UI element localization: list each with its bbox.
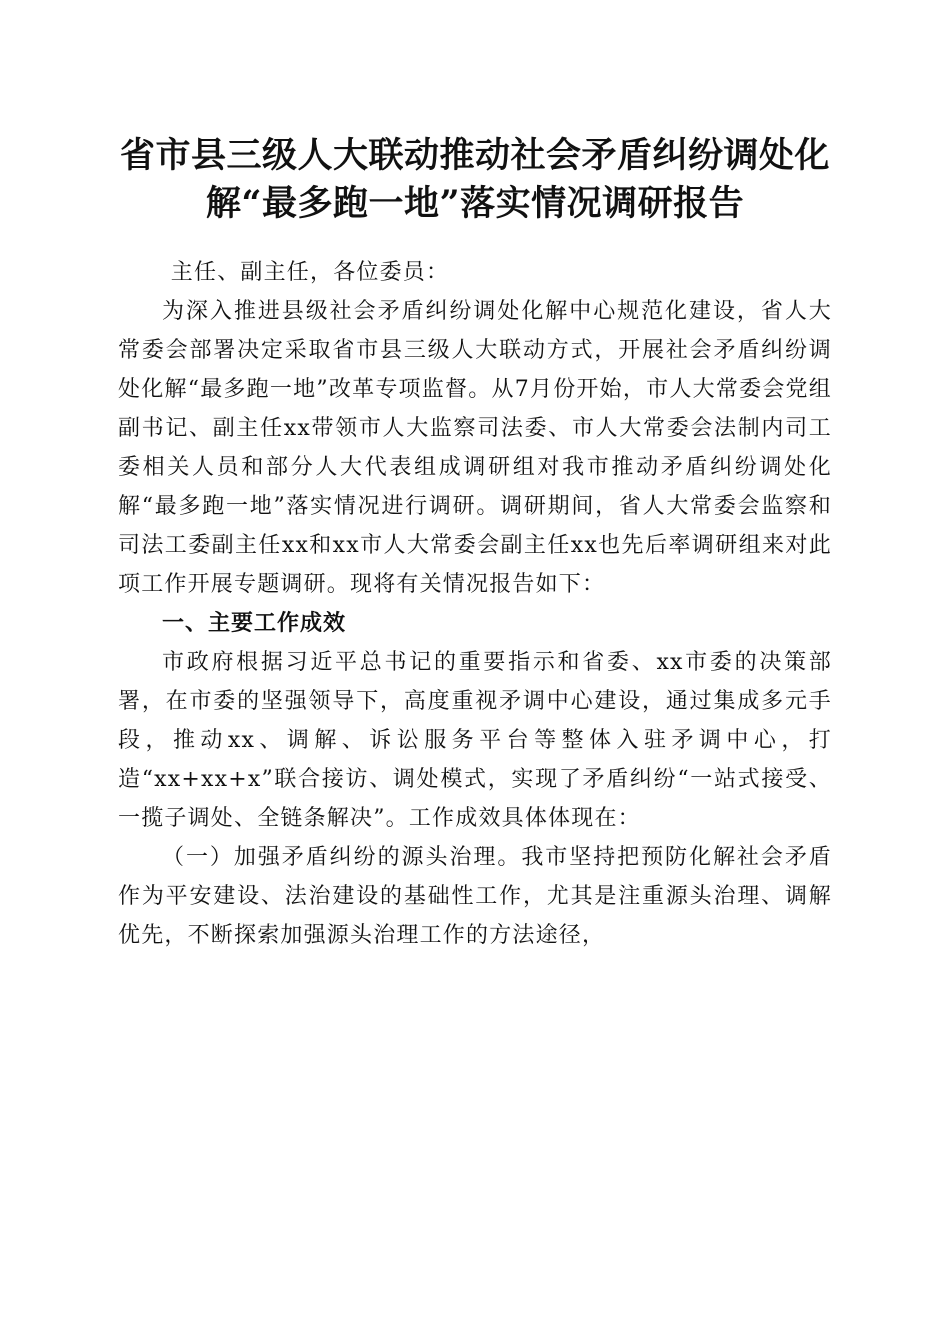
paragraph-achievements: 市政府根据习近平总书记的重要指示和省委、xx市委的决策部署，在市委的坚强领导下，高度重视矛调中心建设，通过集成多元手段，推动xx、调解、诉讼服务平台等整体入驻矛调中心，打造“xx+xx+x”联合接访、调处模式，实现了矛盾纠纷“一站式接受、一揽子调处、全链条解决”。工作成效具体体现在：	[118, 650, 832, 831]
title-line-1: 省市县三级人大联动推动社会矛盾纠纷调处化	[119, 135, 830, 176]
subsection-body-source-governance: 我市坚持把预防化解社会矛盾作为平安建设、法治建设的基础性工作，尤其是注重源头治理、调解优先，不断探索加强源头治理工作的方法途径，	[118, 845, 832, 948]
paragraph-intro: 为深入推进县级社会矛盾纠纷调处化解中心规范化建设，省人大常委会部署决定采取省市县三级人大联动方式，开展社会矛盾纠纷调处化解“最多跑一地”改革专项监督。从7月份开始，市人大常委会党组副书记、副主任xx带领市人大监察司法委、市人大常委会法制内司工委相关人员和部分人大代表组成调研组对我市推动矛盾纠纷调处化解“最多跑一地”落实情况进行调研。调研期间，省人大常委会监察和司法工委副主任xx和xx市人大常委会副主任xx也先后率调研组来对此项工作开展专题调研。现将有关情况报告如下：	[118, 299, 832, 597]
document-body	[118, 253, 832, 955]
document-title	[100, 132, 850, 228]
subsection-heading-source-governance: （一）加强矛盾纠纷的源头治理。	[162, 845, 522, 870]
salutation: 主任、副主任，各位委员：	[170, 260, 450, 285]
paragraph-source-governance	[118, 838, 832, 955]
title-line-2: 解“最多跑一地”落实情况调研报告	[205, 183, 745, 224]
section-heading-main-achievements: 一、主要工作成效	[162, 611, 347, 636]
